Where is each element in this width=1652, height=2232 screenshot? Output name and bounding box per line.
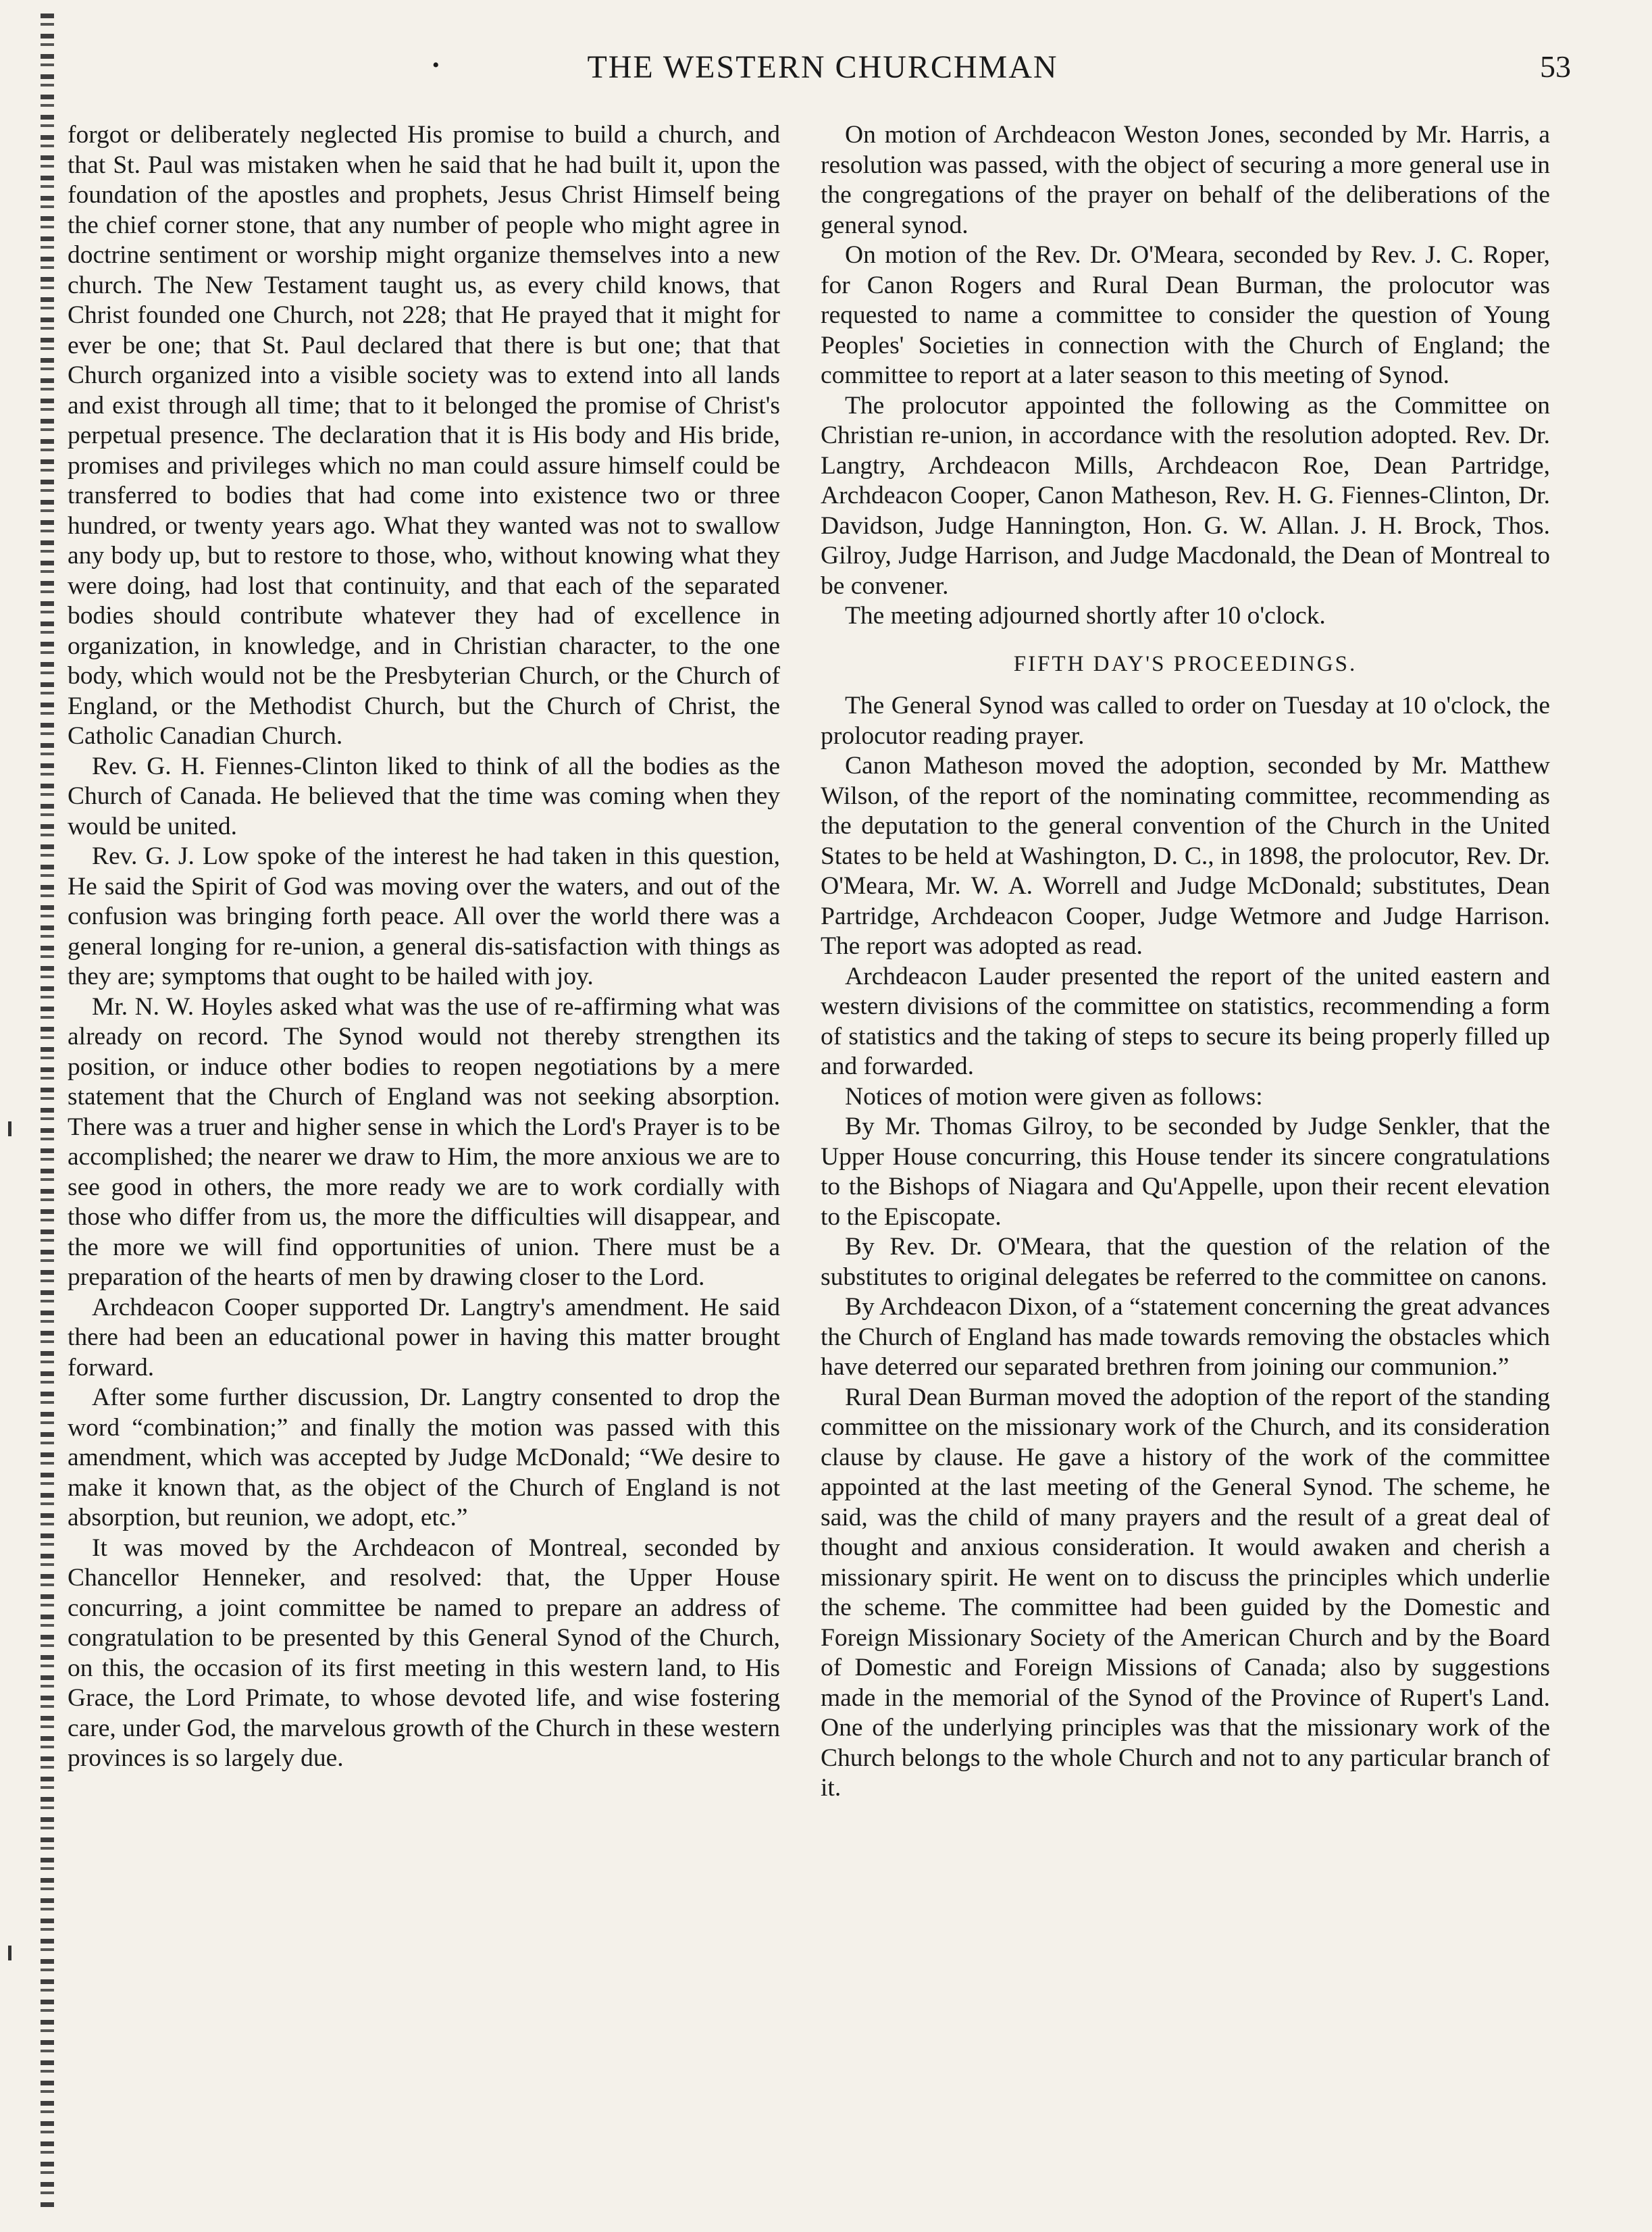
paragraph: After some further discussion, Dr. Langtry consented to drop the word “combination;” and finally the motion was passed with this amendment, which was accepted by Judge McDonald; “We desire to make it known that, as the object of the Church of England is not absorption, but reunion, we adopt, etc.” xyxy=(68,1384,780,1531)
paragraph: Rev. G. H. Fiennes-Clinton liked to think of all the bodies as the Church of Canada. He believed that the time was coming when they would be united. xyxy=(68,752,780,840)
right-column xyxy=(821,120,1550,2201)
page-binding-edge xyxy=(41,14,54,2212)
paragraph: It was moved by the Archdeacon of Montreal, seconded by Chancellor Henneker, and resolved: that, the Upper House concurring, a joint committee be named to prepare an address of congratulation to be presented by this General Synod of the Church, on this, the occasion of its first meeting in this western land, to His Grace, the Lord Primate, to whose devoted life, and wise fostering care, under God, the marvelous growth of the Church in these western provinces is so largely due. xyxy=(68,1533,780,1772)
paragraph: Rev. G. J. Low spoke of the interest he had taken in this question, He said the Spirit of God was moving over the waters, and out of the confusion was bringing forth peace. All over the world there was a general longing for re-union, a general dis-satisfaction with things as they are; symptoms that ought to be hailed with joy. xyxy=(68,842,780,990)
paragraph: Notices of motion were given as follows: xyxy=(845,1082,1263,1111)
paragraph: forgot or deliberately neglected His promise to build a church, and that St. Paul was mistaken when he said that he had built it, upon the foundation of the apostles and prophets, Jesus Christ Himself being the chief corner stone, that any number of people who might agree in doctrine sentiment or worship might organize themselves into a new church. The New Testament taught us, as every child knows, that Christ founded one Church, not 228; that He prayed that it might for ever be one; that St. Paul declared that there is but one; that that Church organized into a visible society was to extend into all lands and exist through all time; that to it belonged the promise of Christ's perpetual presence. The declaration that it is His body and His bride, promises and privileges which no man could assure himself could be transferred to bodies that had come into existence two or three hundred, or twenty years ago. What they wanted was not to swallow any body up, but to restore to those, who, without knowing what they were doing, had lost that continuity, and that each of the separated bodies should contribute whatever they had of excellence in organization, in knowledge, and in Christian character, to the one body, which would not be the Presbyterian Church, or the Church of England, or the Methodist Church, but the Church of Christ, the Catholic Canadian Church. xyxy=(68,121,780,750)
paragraph: The meeting adjourned shortly after 10 o'clock. xyxy=(845,602,1326,630)
page-number: 53 xyxy=(1540,49,1571,84)
paragraph: Mr. N. W. Hoyles asked what was the use of re-affirming what was already on record. The Synod would not thereby strengthen its position, or induce other bodies to reopen negotiations by a mere statement that the Church of England was not seeking absorption. There was a truer and higher sense in which the Lord's Prayer is to be accomplished; the nearer we draw to Him, the more anxious we are to see good in others, the more ready we are to work cordially with those who differ from us, the more the difficulties will disappear, and the more we will find opportunities of union. There must be a preparation of the hearts of men by drawing closer to the Lord. xyxy=(68,992,780,1291)
paragraph: The prolocutor appointed the following as the Committee on Christian re-union, in accordance with the resolution adopted. Rev. Dr. Langtry, Archdeacon Mills, Archdeacon Roe, Dean Partridge, Archdeacon Cooper, Canon Matheson, Rev. H. G. Fiennes-Clinton, Dr. Davidson, Judge Hannington, Hon. G. W. Allan. J. H. Brock, Thos. Gilroy, Judge Harrison, and Judge Macdonald, the Dean of Montreal to be convener. xyxy=(821,391,1550,600)
paragraph: By Rev. Dr. O'Meara, that the question of the relation of the substitutes to original delegates be referred to the committee on canons. xyxy=(821,1233,1550,1291)
header-dot: • xyxy=(432,54,440,76)
paragraph: Archdeacon Lauder presented the report of the united eastern and western divisions of the committee on statistics, recommending a form of statistics and the taking of steps to secure its being properly filled up and forwarded. xyxy=(821,962,1550,1080)
paragraph: On motion of the Rev. Dr. O'Meara, seconded by Rev. J. C. Roper, for Canon Rogers and Rural Dean Burman, the prolocutor was requested to name a committee to consider the question of Young Peoples' Societies in connection with the Church of England; the committee to report at a later season to this meeting of Synod. xyxy=(821,241,1550,389)
paragraph: Archdeacon Cooper supported Dr. Langtry's amendment. He said there had been an educational power in having this matter brought forward. xyxy=(68,1293,780,1381)
paragraph: On motion of Archdeacon Weston Jones, seconded by Mr. Harris, a resolution was passed, with the object of securing a more general use in the congregations of the prayer on behalf of the deliberations of the general synod. xyxy=(821,121,1550,239)
paragraph: By Mr. Thomas Gilroy, to be seconded by Judge Senkler, that the Upper House concurring, this House tender its sincere congratulations to the Bishops of Niagara and Qu'Appelle, upon their recent elevation to the Episcopate. xyxy=(821,1113,1550,1231)
publication-title: THE WESTERN CHURCHMAN xyxy=(587,49,1058,85)
page-header xyxy=(74,49,1571,96)
paragraph: Rural Dean Burman moved the adoption of the report of the standing committee on the missionary work of the Church, and its consideration clause by clause. He gave a history of the work of the committee appointed at the last meeting of the General Synod. The scheme, he said, was the child of many prayers and the result of a great deal of thought and anxious consideration. It would awaken and cherish a missionary spirit. He went on to discuss the principles which underlie the scheme. The committee had been guided by the Domestic and Foreign Missionary Society of the American Church and by the Board of Domestic and Foreign Missions of Canada; also by suggestions made in the memorial of the Synod of the Province of Rupert's Land. One of the underlying principles was that the missionary work of the Church belongs to the whole Church and not to any particular branch of it. xyxy=(821,1383,1550,1802)
paragraph: The General Synod was called to order on Tuesday at 10 o'clock, the prolocutor reading prayer. xyxy=(821,692,1550,750)
margin-mark xyxy=(8,1946,11,1960)
paragraph: By Archdeacon Dixon, of a “statement concerning the great advances the Church of England has made towards removing the obstacles which have deterred our separated brethren from joining our communion.” xyxy=(821,1293,1550,1381)
paragraph: Canon Matheson moved the adoption, seconded by Mr. Matthew Wilson, of the report of the nominating committee, recommending as the deputation to the general convention of the Church in the United States to be held at Washington, D. C., in 1898, the prolocutor, Rev. Dr. O'Meara, Mr. W. A. Worrell and Judge McDonald; substitutes, Dean Partridge, Archdeacon Cooper, Judge Wetmore and Judge Harrison. The report was adopted as read. xyxy=(821,752,1550,960)
left-column xyxy=(68,120,780,2201)
margin-mark xyxy=(8,1121,11,1136)
section-heading: FIFTH DAY'S PROCEEDINGS. xyxy=(1013,651,1358,676)
